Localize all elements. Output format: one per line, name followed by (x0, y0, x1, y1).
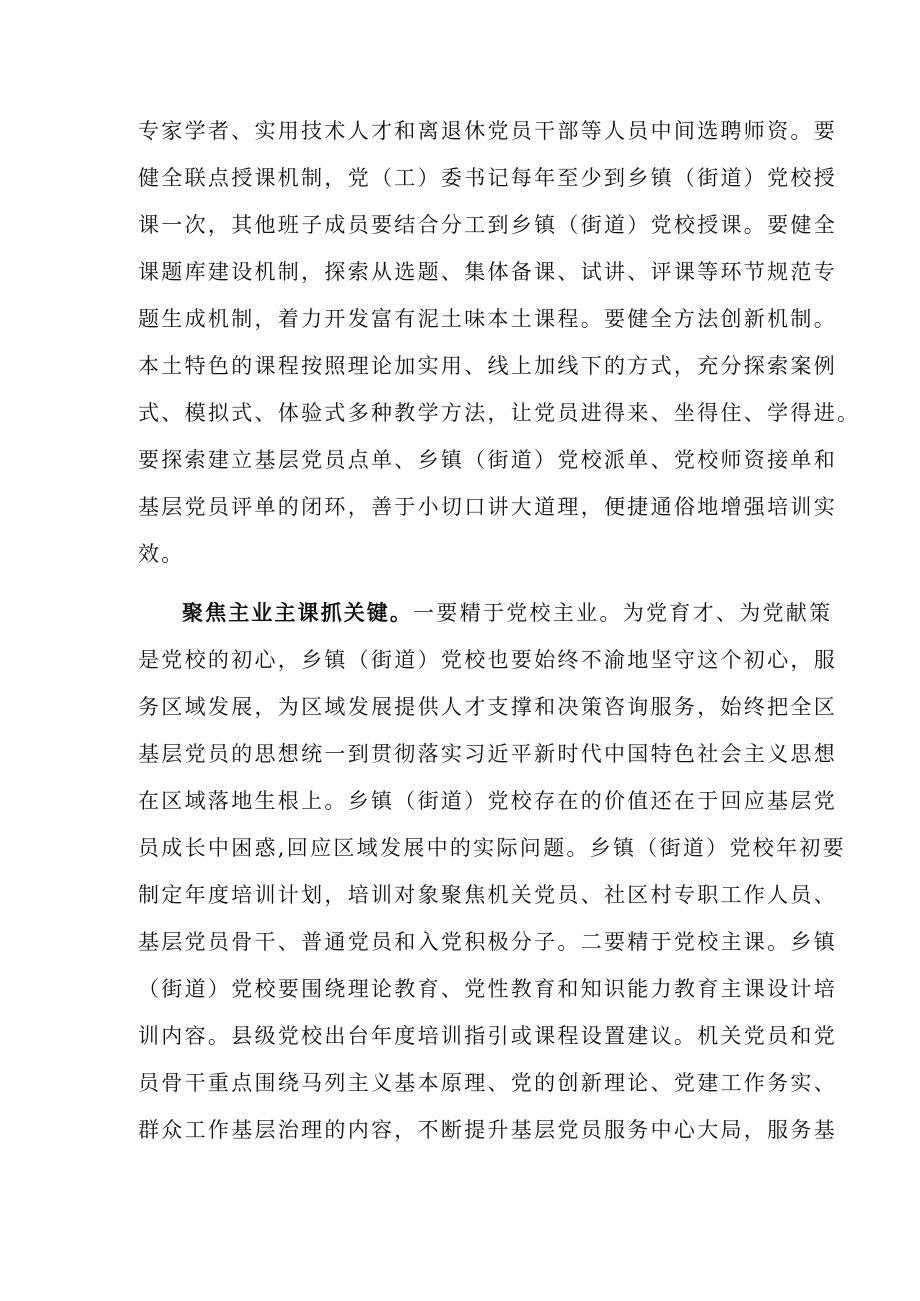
text-line: 是党校的初心，乡镇（街道）党校也要始终不渝地坚守这个初心，服 (138, 648, 837, 672)
text-line: 本土特色的课程按照理论加实用、线上加线下的方式，充分探索案例 (138, 354, 837, 378)
text-line: 课一次，其他班子成员要结合分工到乡镇（街道）党校授课。要健全 (138, 213, 837, 237)
paragraph-heading: 聚焦主业主课抓关键。 (182, 600, 413, 625)
text-line: 基层党员骨干、普通党员和入党积极分子。二要精于党校主课。乡镇 (138, 930, 837, 954)
text-line: 基层党员评单的闭环，善于小切口讲大道理，便捷通俗地增强培训实 (138, 495, 837, 519)
text-line: 课题库建设机制，探索从选题、集体备课、试讲、评课等环节规范专 (138, 260, 837, 284)
text-run: 一要精于党校主业。为党育才、为党献策 (413, 601, 833, 625)
text-line: 要探索建立基层党员点单、乡镇（街道）党校派单、党校师资接单和 (138, 448, 837, 472)
text-line: 效。 (138, 542, 185, 566)
text-line: 专家学者、实用技术人才和离退休党员干部等人员中间选聘师资。要 (138, 119, 837, 143)
paragraph-first-line (182, 593, 833, 633)
text-line: 基层党员的思想统一到贯彻落实习近平新时代中国特色社会主义思想 (138, 742, 837, 766)
text-line: 制定年度培训计划，培训对象聚焦机关党员、社区村专职工作人员、 (138, 883, 837, 907)
text-line: 题生成机制，着力开发富有泥土味本土课程。要健全方法创新机制。 (138, 307, 837, 331)
text-line: 健全联点授课机制，党（工）委书记每年至少到乡镇（街道）党校授 (138, 166, 837, 190)
text-line: 式、模拟式、体验式多种教学方法，让党员进得来、坐得住、学得进。 (138, 401, 861, 425)
text-line: （街道）党校要围绕理论教育、党性教育和知识能力教育主课设计培 (138, 977, 837, 1001)
text-line: 在区域落地生根上。乡镇（街道）党校存在的价值还在于回应基层党 (138, 789, 837, 813)
text-line: 群众工作基层治理的内容，不断提升基层党员服务中心大局，服务基 (138, 1118, 837, 1142)
text-line: 务区域发展，为区域发展提供人才支撑和决策咨询服务，始终把全区 (138, 695, 837, 719)
text-line: 员成长中困惑,回应区域发展中的实际问题。乡镇（街道）党校年初要 (138, 836, 846, 860)
text-line: 员骨干重点围绕马列主义基本原理、党的创新理论、党建工作务实、 (138, 1071, 837, 1095)
text-line: 训内容。县级党校出台年度培训指引或课程设置建议。机关党员和党 (138, 1024, 837, 1048)
